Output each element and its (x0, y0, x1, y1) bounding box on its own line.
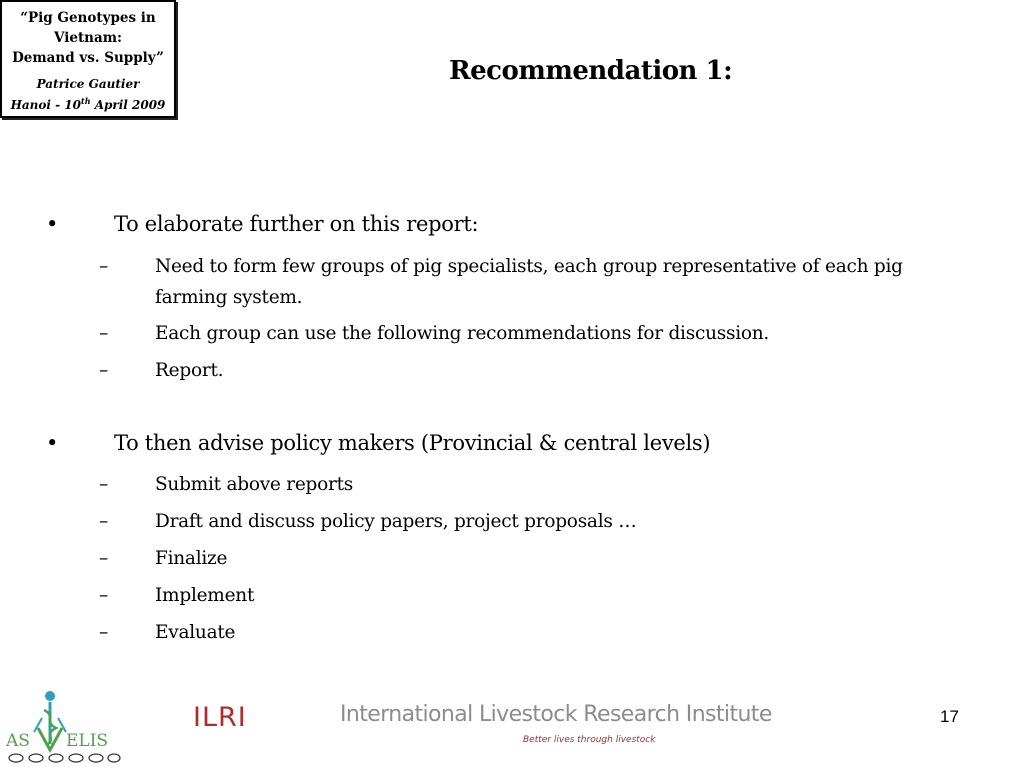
bullet-marker: • (46, 431, 59, 455)
bullet-marker: • (46, 212, 59, 236)
sub-bullet-text: Draft and discuss policy papers, project proposals … (155, 511, 637, 532)
presentation-author-date (2, 76, 174, 114)
asvelis-logo (4, 688, 126, 766)
sub-bullet-marker: – (99, 323, 108, 344)
sub-bullet-text: Each group can use the following recommendations for discussion. (155, 323, 770, 344)
sub-bullet-text: Evaluate (155, 622, 236, 643)
svg-text:ELIS: ELIS (66, 731, 109, 751)
page-number: 17 (940, 707, 959, 726)
author-name: Patrice Gautier (36, 77, 140, 91)
sub-bullet-text: Finalize (155, 548, 228, 569)
presentation-title (2, 8, 174, 68)
presentation-title-line-1: “Pig Genotypes in (20, 10, 156, 26)
sub-bullet-text: Report. (155, 360, 224, 381)
slide-title: Recommendation 1: (449, 56, 733, 86)
sub-bullet-marker: – (99, 585, 108, 606)
presentation-info-box (0, 0, 176, 118)
sub-bullet-marker: – (99, 360, 108, 381)
sub-bullet-text: Implement (155, 585, 255, 606)
ilri-institute-name: International Livestock Research Institute (340, 702, 772, 727)
date-suffix: April 2009 (90, 98, 166, 112)
ilri-tagline: Better lives through livestock (523, 735, 656, 745)
sub-bullet-marker: – (99, 511, 108, 532)
sub-bullet-marker: – (99, 474, 108, 495)
presentation-title-line-2: Vietnam: (53, 30, 123, 46)
bullet-text: To then advise policy makers (Provincial & central levels) (114, 431, 711, 455)
sub-bullet-marker: – (99, 256, 108, 277)
sub-bullet-text: Submit above reports (155, 474, 354, 495)
sub-bullet-text: Need to form few groups of pig specialists, each group representative of each pig farming system. (155, 256, 903, 308)
bullet-text: To elaborate further on this report: (114, 212, 479, 236)
ilri-logo: ILRI (193, 702, 247, 733)
sub-bullet-marker: – (99, 548, 108, 569)
svg-text:AS: AS (6, 731, 30, 751)
presentation-title-line-3: Demand vs. Supply” (12, 50, 164, 66)
date-superscript: th (81, 96, 91, 106)
presentation-date (2, 93, 174, 114)
date-prefix: Hanoi - 10 (10, 98, 81, 112)
sub-bullet-marker: – (99, 622, 108, 643)
